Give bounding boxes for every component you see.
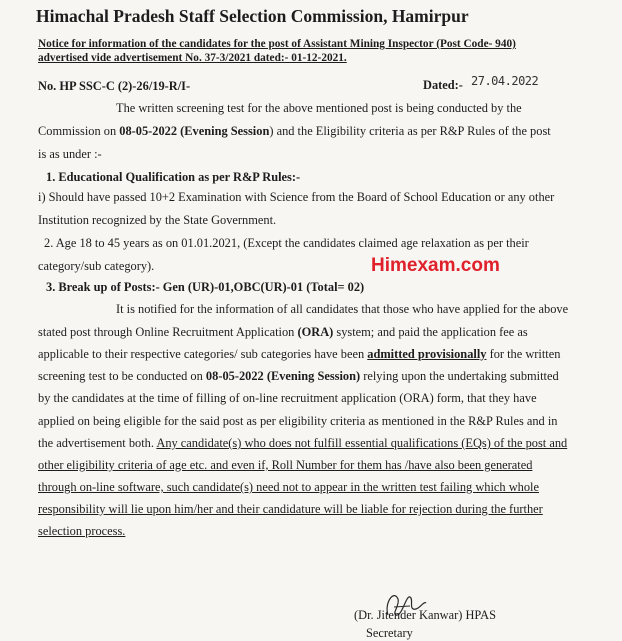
body-line-2 [38, 325, 528, 340]
body-line-4-text: screening test to be conducted on [38, 369, 206, 383]
body-line-2-tail: system; and paid the application fee as [333, 325, 528, 339]
body-line-6: applied on being eligible for the said post as per eligibility criteria as mentioned in the R&P Rules and in [38, 414, 558, 428]
signatory-designation: Secretary [366, 626, 413, 640]
dated-label: Dated:- [423, 78, 463, 92]
intro-line-2-tail: ) and the Eligibility criteria as per R&P Rules of the post [269, 124, 551, 138]
body-line-8: other eligibility criteria of age etc. and even if, Roll Number for them has /have also been generated [38, 458, 533, 472]
section-1-heading: 1. Educational Qualification as per R&P Rules:- [46, 170, 301, 184]
eligibility-warning-start: Any candidate(s) who does not fulfill essential qualifications (EQs) of the post and [156, 436, 568, 450]
watermark: Himexam.com [371, 255, 500, 276]
commission-title: Himachal Pradesh Staff Selection Commission, Hamirpur [36, 6, 469, 26]
body-line-1: It is notified for the information of all candidates that those who have applied for the above [116, 302, 569, 316]
intro-line-2 [38, 124, 551, 139]
section-2-line-2: category/sub category). [38, 259, 155, 273]
body-line-7-text: the advertisement both. [38, 436, 157, 450]
intro-line-1: The written screening test for the above mentioned post is being conducted by the [116, 101, 522, 115]
exam-date-session: 08-05-2022 (Evening Session) [205, 369, 361, 383]
signatory-name: (Dr. Jitender Kanwar) HPAS [354, 608, 497, 622]
body-line-11: selection process. [38, 524, 126, 538]
body-line-3 [38, 347, 560, 362]
notice-subject-line-1: Notice for information of the candidates for the post of Assistant Mining Inspector (Post Code- 940) [38, 38, 516, 50]
body-line-5: by the candidates at the time of filling of on-line recruitment application (ORA) form, that they have [38, 391, 537, 405]
reference-number: No. HP SSC-C (2)-26/19-R/I- [38, 79, 191, 93]
intro-line-3: is as under :- [38, 147, 102, 161]
body-line-4-tail: relying upon the undertaking submitted [360, 369, 559, 383]
admitted-provisionally: admitted provisionally [367, 347, 487, 361]
body-line-3-text: applicable to their respective categories/ sub categories have been [38, 347, 368, 361]
ora-term: (ORA) [297, 325, 334, 339]
section-1-item-line-2: Institution recognized by the State Government. [38, 213, 277, 227]
body-line-4 [38, 369, 559, 384]
body-line-10: responsibility will lie upon him/her and their candidature will be liable for rejection during the further [38, 502, 543, 516]
section-2-line-1: 2. Age 18 to 45 years as on 01.01.2021, (Except the candidates claimed age relaxation as per their [44, 236, 529, 250]
dated-value: 27.04.2022 [471, 74, 539, 88]
body-line-3-tail: for the written [486, 347, 561, 361]
section-1-item-line-1: i) Should have passed 10+2 Examination with Science from the Board of School Education or any other [38, 190, 555, 204]
intro-exam-date: 08-05-2022 (Evening Session [119, 124, 270, 138]
section-3-heading: 3. Break up of Posts:- Gen (UR)-01,OBC(UR)-01 (Total= 02) [46, 280, 365, 294]
intro-line-2-text: Commission on [38, 124, 120, 138]
body-line-7 [38, 436, 567, 451]
body-line-2-text: stated post through Online Recruitment Application [38, 325, 298, 339]
body-line-9: through on-line software, such candidate(s) need not to appear in the written test failing which whole [38, 480, 539, 494]
notice-subject-line-2: advertised vide advertisement No. 37-3/2021 dated:- 01-12-2021. [38, 52, 347, 64]
